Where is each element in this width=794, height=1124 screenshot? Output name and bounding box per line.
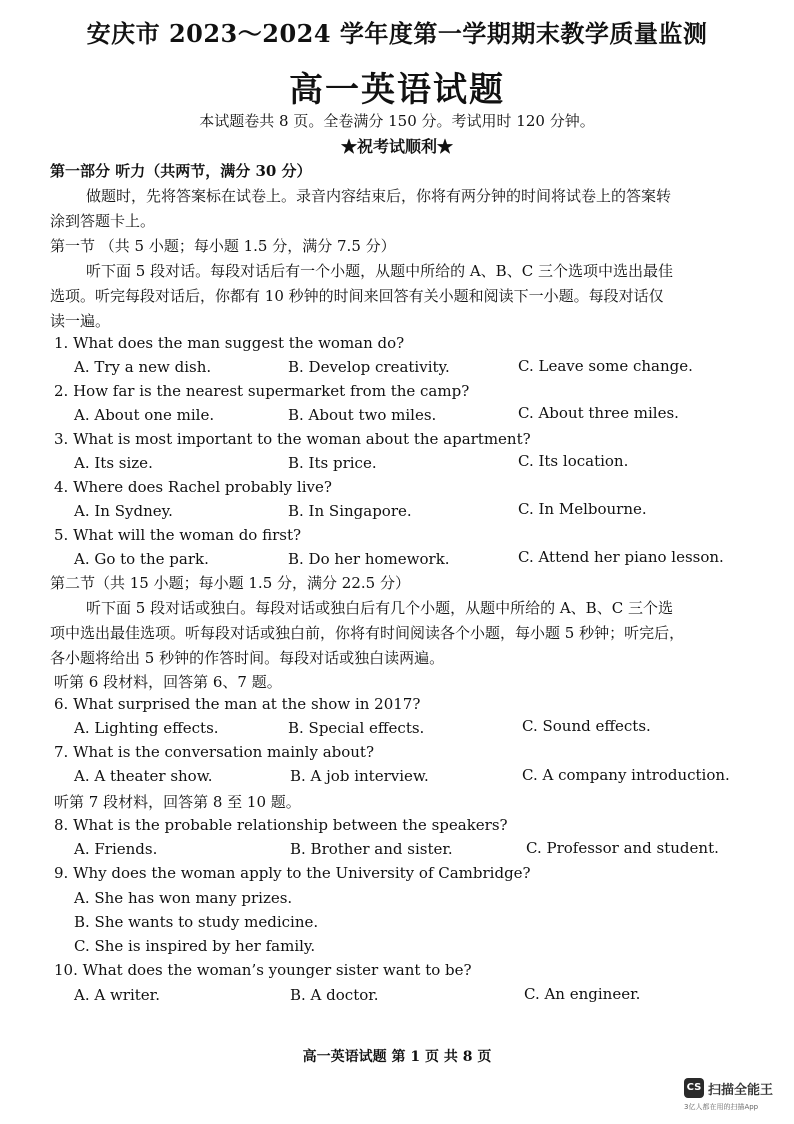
option-a: A. Go to the park. (74, 550, 209, 568)
question-stem: 1. What does the man suggest the woman do? (54, 334, 405, 352)
option-c: C. She is inspired by her family. (74, 937, 316, 955)
option-c: C. A company introduction. (522, 766, 730, 784)
scanner-watermark (684, 1078, 784, 1118)
option-b: B. In Singapore. (288, 502, 412, 520)
section2-heading: 第二节（共 15 小题；每小题 1.5 分，满分 22.5 分） (50, 574, 410, 592)
option-a: A. Friends. (74, 840, 158, 858)
option-a: A. A writer. (74, 986, 160, 1004)
question-stem: 5. What will the woman do first? (54, 526, 302, 544)
option-b: B. Brother and sister. (290, 840, 453, 858)
option-c: C. Leave some change. (518, 357, 693, 375)
part1-intro-line: 涂到答题卡上。 (50, 212, 156, 230)
camscanner-icon: CS (684, 1078, 704, 1098)
option-a: A. Try a new dish. (74, 358, 212, 376)
part1-intro-line: 做题时，先将答案标在试卷上。录音内容结束后，你将有两分钟的时间将试卷上的答案转 (86, 187, 672, 205)
option-b: B. Special effects. (288, 719, 425, 737)
option-b: B. About two miles. (288, 406, 437, 424)
watermark-name: 扫描全能王 (708, 1083, 774, 1098)
option-c: C. Sound effects. (522, 717, 651, 735)
question-stem: 3. What is most important to the woman about the apartment? (54, 430, 531, 448)
option-a: A. Its size. (74, 454, 153, 472)
section1-instruction: 听下面 5 段对话。每段对话后有一个小题，从题中所给的 A、B、C 三个选项中选出最佳 (86, 262, 673, 280)
question-stem: 4. Where does Rachel probably live? (54, 478, 332, 496)
question-stem: 7. What is the conversation mainly about? (54, 743, 375, 761)
exam-wish: ★祝考试顺利★ (340, 137, 453, 156)
option-b: B. Develop creativity. (288, 358, 450, 376)
exam-info: 本试题卷共 8 页。全卷满分 150 分。考试用时 120 分钟。 (199, 112, 595, 130)
watermark-tagline: 3亿人都在用的扫描App (684, 1103, 759, 1111)
option-a: A. In Sydney. (74, 502, 173, 520)
page-footer: 高一英语试题 第 1 页 共 8 页 (302, 1049, 492, 1065)
section1-heading: 第一节 （共 5 小题；每小题 1.5 分，满分 7.5 分） (50, 237, 396, 255)
section2-instruction: 听下面 5 段对话或独白。每段对话或独白后有几个小题，从题中所给的 A、B、C 三个选 (86, 599, 673, 617)
option-a: A. A theater show. (74, 767, 213, 785)
option-c: C. An engineer. (524, 985, 641, 1003)
section2-instruction: 项中选出最佳选项。听每段对话或独白前，你将有时间阅读各个小题，每小题 5 秒钟；听完后， (50, 624, 685, 642)
option-b: B. A doctor. (290, 986, 379, 1004)
section1-instruction: 选项。听完每段对话后，你都有 10 秒钟的时间来回答有关小题和阅读下一小题。每段对话仅 (50, 287, 664, 305)
option-b: B. Its price. (288, 454, 377, 472)
option-a: A. About one mile. (74, 406, 215, 424)
question-stem: 6. What surprised the man at the show in 2017? (54, 695, 421, 713)
section1-instruction: 读一遍。 (50, 312, 111, 330)
option-c: C. Professor and student. (526, 839, 719, 857)
exam-subtitle: 高一英语试题 (289, 70, 505, 110)
question-stem: 8. What is the probable relationship between the speakers? (54, 816, 508, 834)
option-b: B. Do her homework. (288, 550, 450, 568)
option-c: C. Attend her piano lesson. (518, 548, 724, 566)
option-b: B. She wants to study medicine. (74, 913, 319, 931)
part1-heading: 第一部分 听力（共两节，满分 30 分） (50, 162, 312, 180)
option-b: B. A job interview. (290, 767, 429, 785)
option-a: A. Lighting effects. (74, 719, 219, 737)
option-c: C. Its location. (518, 452, 629, 470)
question-stem: 9. Why does the woman apply to the University of Cambridge? (54, 864, 531, 882)
question-stem: 10. What does the woman’s younger sister want to be? (54, 961, 472, 979)
option-a: A. She has won many prizes. (74, 889, 293, 907)
option-c: C. About three miles. (518, 404, 679, 422)
option-c: C. In Melbourne. (518, 500, 647, 518)
material-note: 听第 7 段材料，回答第 8 至 10 题。 (54, 793, 301, 811)
section2-instruction: 各小题将给出 5 秒钟的作答时间。每段对话或独白读两遍。 (50, 649, 445, 667)
material-note: 听第 6 段材料，回答第 6、7 题。 (54, 673, 282, 691)
question-stem: 2. How far is the nearest supermarket from the camp? (54, 382, 470, 400)
exam-title: 安庆市 2023～2024 学年度第一学期期末教学质量监测 (86, 19, 708, 48)
